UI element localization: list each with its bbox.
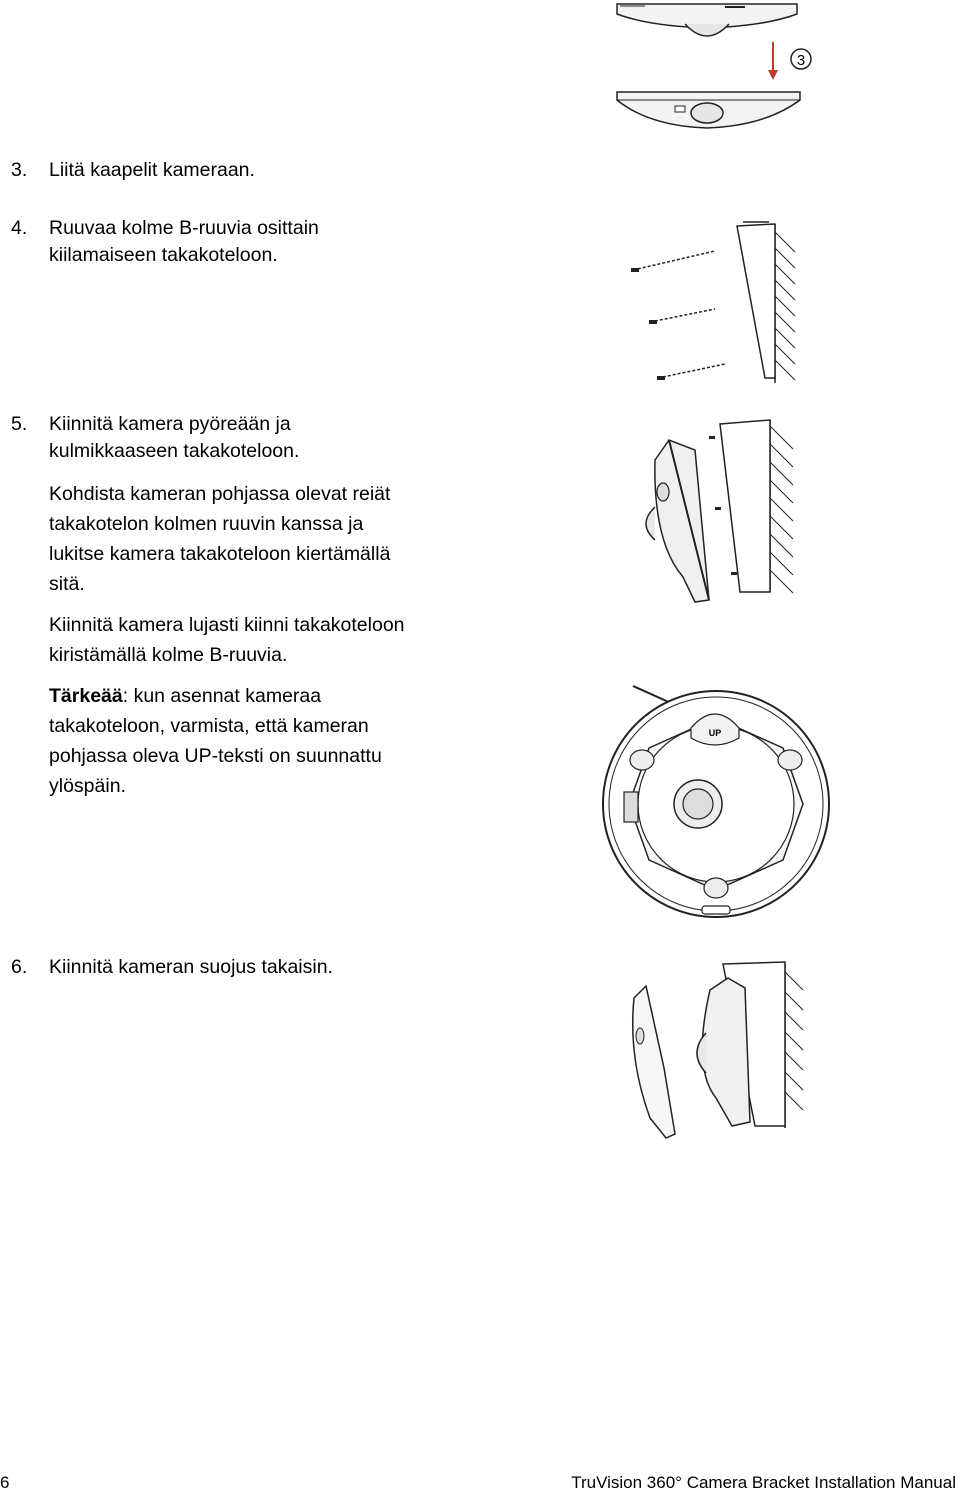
important-label: Tärkeää [49,685,123,707]
step-3-number: 3. [11,159,28,181]
step-badge-label: 3 [796,52,806,69]
wedge-screws-figure [625,218,805,388]
step-5-number: 5. [11,413,28,435]
step-5-text-line-2: kulmikkaaseen takakoteloon. [49,440,300,462]
align-line-3: lukitse kamera takakoteloon kiertämällä [49,543,391,565]
step-6-number: 6. [11,956,28,978]
tighten-paragraph [49,610,469,670]
important-line-2: takakoteloon, varmista, että kameran [49,715,369,737]
manual-title: TruVision 360° Camera Bracket Installation Manual [571,1473,956,1492]
important-paragraph [49,681,469,801]
important-line-1: : kun asennat kameraa [122,685,322,707]
align-line-1: Kohdista kameran pohjassa olevat reiät [49,483,391,505]
step-4-number: 4. [11,217,28,239]
camera-mounted-side-figure [625,412,805,607]
align-paragraph [49,479,469,599]
cover-reattach-figure [620,958,805,1148]
align-line-4: sitä. [49,573,85,595]
align-line-2: takakotelon kolmen ruuvin kanssa ja [49,513,364,535]
tighten-line-2: kiristämällä kolme B-ruuvia. [49,644,288,666]
step-5-text-line-1: Kiinnitä kamera pyöreään ja [49,413,291,435]
important-line-4: ylöspäin. [49,775,126,797]
camera-bottom-view-figure [598,680,838,925]
camera-lowering-figure [605,0,820,135]
step-4-text-line-2: kiilamaiseen takakoteloon. [49,244,278,266]
page-number: 6 [0,1473,10,1492]
up-label: UP [708,728,722,738]
important-line-3: pohjassa oleva UP-teksti on suunnattu [49,745,382,767]
tighten-line-1: Kiinnitä kamera lujasti kiinni takakoteloon [49,614,405,636]
step-3-text: Liitä kaapelit kameraan. [49,159,255,181]
step-6-text: Kiinnitä kameran suojus takaisin. [49,956,333,978]
step-4-text-line-1: Ruuvaa kolme B-ruuvia osittain [49,217,319,239]
